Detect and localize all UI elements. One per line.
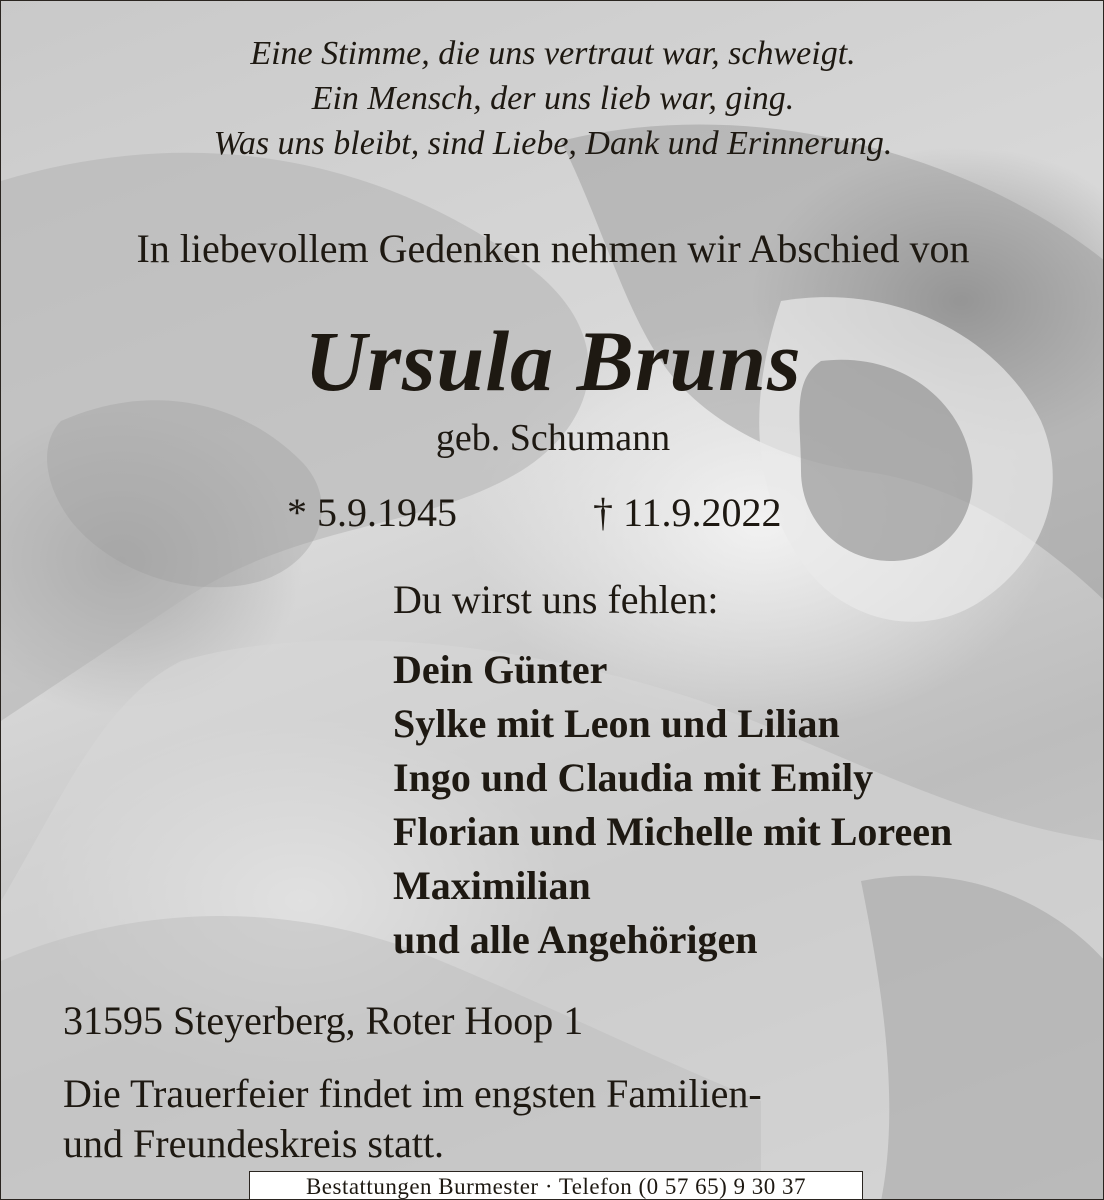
mourner-line: Ingo und Claudia mit Emily (393, 755, 874, 800)
mourners-intro: Du wirst uns fehlen: (393, 577, 719, 622)
poem-line: Ein Mensch, der uns lieb war, ging. (311, 80, 795, 117)
poem-line: Was uns bleibt, sind Liebe, Dank und Erinnerung. (213, 125, 893, 162)
maiden-name: geb. Schumann (435, 417, 671, 459)
mourner-line: und alle Angehörigen (393, 917, 758, 962)
memorial-poem (1, 31, 1104, 166)
mourner-line: Sylke mit Leon und Lilian (393, 701, 840, 746)
deceased-name: Ursula Bruns (304, 313, 802, 409)
mourners-list (393, 643, 952, 967)
mourner-line: Maximilian (393, 863, 591, 908)
obituary-content (1, 1, 1104, 1200)
mourner-line: Dein Günter (393, 647, 608, 692)
notice-line: Die Trauerfeier findet im engsten Familien- (63, 1071, 762, 1116)
death-date: † 11.9.2022 (593, 490, 782, 535)
farewell-intro: In liebevollem Gedenken nehmen wir Abschied von (136, 226, 970, 271)
family-address: 31595 Steyerberg, Roter Hoop 1 (63, 998, 584, 1043)
notice-line: und Freundeskreis statt. (63, 1121, 445, 1166)
birth-date: * 5.9.1945 (287, 490, 457, 535)
funeral-notice (63, 1069, 762, 1169)
poem-line: Eine Stimme, die uns vertraut war, schweigt. (250, 35, 856, 72)
mourner-line: Florian und Michelle mit Loreen (393, 809, 953, 854)
funeral-home-footer: Bestattungen Burmester · Telefon (0 57 65) 9 30 37 (249, 1171, 863, 1200)
